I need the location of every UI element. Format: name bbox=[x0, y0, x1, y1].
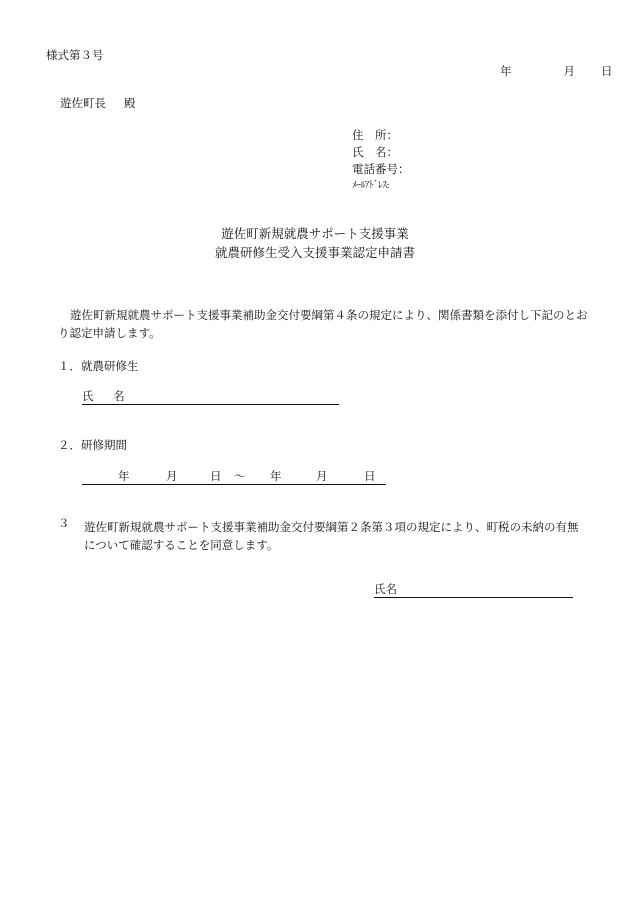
name-label: 氏 名： bbox=[352, 145, 398, 159]
email-label: ﾒｰﾙｱﾄﾞﾚｽ: bbox=[352, 180, 390, 191]
date-line bbox=[500, 66, 613, 78]
end-day: 日 bbox=[364, 469, 376, 483]
section2-heading: ２．研修期間 bbox=[58, 438, 127, 452]
form-number: 様式第３号 bbox=[46, 48, 104, 62]
signature-field[interactable] bbox=[374, 584, 573, 598]
section3-text: 遊佐町新規就農サポート支援事業補助金交付要綱第２条第３項の規定により、町税の未納の有無について確認することを同意します。 bbox=[84, 520, 579, 552]
date-day: 日 bbox=[601, 64, 613, 78]
body-paragraph: 遊佐町新規就農サポート支援事業補助金交付要綱第４条の規定により、関係書類を添付し下記のとおり認定申請します。 bbox=[58, 308, 588, 340]
period-tilde: ～ bbox=[234, 469, 246, 483]
title-line-2: 就農研修生受入支援事業認定申請書 bbox=[214, 245, 415, 260]
phone-label: 電話番号： bbox=[352, 162, 410, 176]
address-label: 住 所： bbox=[352, 128, 398, 142]
start-month: 月 bbox=[166, 469, 178, 483]
signature-label: 氏名 bbox=[374, 582, 397, 596]
date-year: 年 bbox=[500, 64, 512, 78]
section1-heading: １．就農研修生 bbox=[58, 359, 139, 373]
start-day: 日 bbox=[210, 469, 222, 483]
training-period-field[interactable] bbox=[82, 471, 386, 485]
applicant-block bbox=[352, 130, 410, 198]
trainee-name-label: 氏 名 bbox=[82, 389, 133, 403]
date-month: 月 bbox=[563, 64, 575, 78]
end-year: 年 bbox=[270, 469, 282, 483]
trainee-name-field[interactable] bbox=[82, 391, 339, 405]
addressee-honorific: 殿 bbox=[124, 96, 136, 110]
end-month: 月 bbox=[316, 469, 328, 483]
title-line-1: 遊佐町新規就農サポート支援事業 bbox=[221, 226, 409, 241]
start-year: 年 bbox=[118, 469, 130, 483]
addressee bbox=[60, 98, 136, 110]
addressee-name: 遊佐町長 bbox=[60, 96, 106, 110]
section3-number: ３ bbox=[58, 516, 70, 530]
document-title bbox=[0, 228, 630, 266]
